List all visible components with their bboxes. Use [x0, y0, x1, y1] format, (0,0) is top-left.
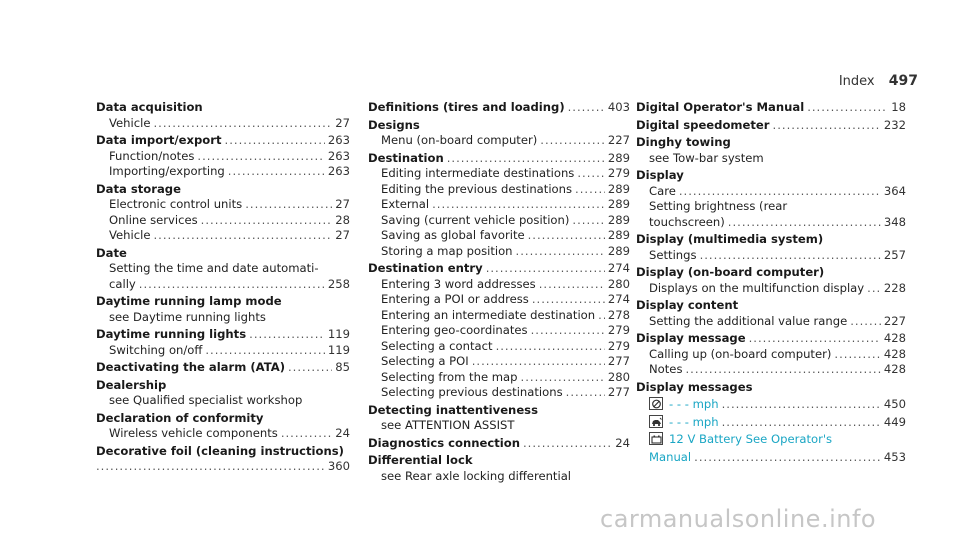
display-message-link[interactable]: - - - mph: [669, 414, 719, 429]
sub-entry: Care: [649, 183, 676, 198]
page-ref[interactable]: 278: [607, 307, 630, 322]
index-entry: [96, 294, 350, 325]
sub-entry: Online services: [109, 212, 198, 227]
index-entry: [636, 331, 906, 378]
page-ref[interactable]: 227: [883, 313, 906, 328]
display-message-link[interactable]: Manual: [649, 449, 692, 464]
sub-entry: Switching on/off: [109, 342, 203, 357]
index-entry: [636, 168, 906, 230]
page-ref[interactable]: 263: [327, 164, 350, 178]
page-ref[interactable]: 27: [335, 228, 350, 242]
page-ref[interactable]: 27: [335, 197, 350, 211]
index-entry: [368, 118, 630, 149]
sub-entry: Saving as global favorite: [381, 228, 525, 242]
entry-heading: Digital Operator's Manual: [636, 100, 805, 114]
entry-heading: Display content: [636, 298, 739, 312]
watermark: carmanualsonline.info: [600, 505, 877, 533]
index-entry: [96, 411, 350, 442]
entry-heading: Designs: [368, 117, 420, 132]
sub-entry: touchscreen): [649, 214, 725, 229]
entry-heading: Display (on-board computer): [636, 265, 825, 279]
display-message-row: [636, 397, 906, 413]
index-entry: [96, 327, 350, 358]
page-ref[interactable]: 289: [607, 228, 630, 242]
entry-heading: Digital speedometer: [636, 117, 770, 132]
sub-entry: Selecting a contact: [381, 338, 493, 353]
index-entry: [96, 246, 350, 293]
sub-entry: Electronic control units: [109, 197, 243, 211]
sub-entry: Menu (on-board computer): [381, 133, 538, 147]
page-ref[interactable]: 289: [607, 212, 630, 227]
entry-heading: Definitions (tires and loading): [368, 100, 565, 114]
page-ref[interactable]: 263: [327, 148, 350, 163]
index-entry: [368, 453, 630, 484]
index-entry: [636, 118, 906, 134]
sub-entry: Vehicle: [109, 115, 151, 130]
index-entry: [368, 403, 630, 434]
battery-icon: [649, 432, 663, 445]
index-entry: [636, 380, 906, 466]
page-ref[interactable]: 24: [615, 435, 630, 450]
index-column-2: [368, 100, 630, 486]
page-ref[interactable]: 348: [883, 214, 906, 229]
page-ref[interactable]: 289: [607, 197, 630, 211]
sub-entry: Saving (current vehicle position): [381, 212, 570, 227]
index-entry: [636, 100, 906, 116]
index-entry: [96, 378, 350, 409]
index-entry: [368, 261, 630, 401]
page-ref[interactable]: 85: [335, 360, 350, 374]
sub-entry: Entering an intermediate destination: [381, 307, 596, 322]
index-entry: [96, 133, 350, 180]
sub-entry: Selecting from the map: [381, 369, 518, 384]
display-message-row: [636, 415, 906, 431]
display-message-link[interactable]: 12 V Battery See Operator's: [669, 432, 833, 446]
entry-heading: Daytime running lights: [96, 327, 247, 341]
sub-entry: Settings: [649, 247, 697, 262]
entry-heading: Destination: [368, 150, 444, 165]
page-ref[interactable]: 453: [883, 449, 906, 464]
display-message-link[interactable]: - - - mph: [669, 397, 719, 411]
page-ref[interactable]: 18: [891, 100, 906, 114]
page-ref[interactable]: 277: [607, 354, 630, 368]
distance-assist-car-icon: [649, 415, 663, 428]
sub-entry: Wireless vehicle components: [109, 426, 278, 440]
page-ref[interactable]: 258: [327, 276, 350, 291]
page-ref[interactable]: 119: [327, 342, 350, 357]
page-ref[interactable]: 279: [607, 166, 630, 180]
sub-entry: Entering 3 word addresses: [381, 276, 536, 291]
sub-entry: cally: [109, 276, 136, 291]
sub-entry: Setting the additional value range: [649, 313, 848, 328]
entry-heading: Display: [636, 168, 684, 182]
index-entry: [636, 265, 906, 296]
page-ref[interactable]: 28: [335, 212, 350, 227]
page-ref[interactable]: 289: [607, 181, 630, 196]
sub-entry: Editing the previous destinations: [381, 181, 573, 196]
entry-heading: Display message: [636, 331, 746, 345]
page-header: [839, 73, 918, 89]
display-message-row: [636, 432, 906, 448]
page-ref[interactable]: 289: [607, 150, 630, 165]
sub-entry: Importing/exporting: [109, 164, 225, 178]
entry-heading: Detecting inattentiveness: [368, 402, 538, 417]
page-ref[interactable]: 119: [327, 327, 350, 341]
sub-entry: Selecting previous destinations: [381, 385, 563, 399]
sub-entry: Editing intermediate destinations: [381, 166, 575, 180]
page-ref[interactable]: 428: [883, 362, 906, 376]
page-ref[interactable]: 274: [607, 292, 630, 306]
sub-entry: Selecting a POI: [381, 354, 469, 368]
index-entry: [636, 232, 906, 263]
page-ref[interactable]: 289: [607, 243, 630, 258]
entry-heading: Dinghy towing: [636, 135, 731, 149]
entry-heading: Diagnostics connection: [368, 435, 520, 450]
page-ref[interactable]: 228: [883, 280, 906, 295]
sub-entry: Entering a POI or address: [381, 292, 529, 306]
entry-heading: Deactivating the alarm (ATA): [96, 360, 285, 374]
entry-heading: Daytime running lamp mode: [96, 294, 282, 308]
sub-entry: Notes: [649, 362, 683, 376]
see-reference[interactable]: see Qualified specialist workshop: [109, 393, 303, 407]
sub-entry: Calling up (on-board computer): [649, 346, 832, 361]
entry-heading: Destination entry: [368, 261, 483, 275]
page-ref[interactable]: 27: [335, 115, 350, 130]
sub-entry: Entering geo-coordinates: [381, 323, 528, 337]
sub-entry: Storing a map position: [381, 243, 513, 258]
entry-heading: Display messages: [636, 379, 753, 394]
see-reference[interactable]: see ATTENTION ASSIST: [381, 418, 515, 432]
sub-entry: Displays on the multifunction display: [649, 280, 865, 295]
index-entry: [636, 298, 906, 329]
sub-entry: Vehicle: [109, 228, 151, 242]
page-ref[interactable]: 280: [607, 369, 630, 384]
see-reference[interactable]: see Tow-bar system: [649, 150, 764, 165]
index-entry: [96, 100, 350, 131]
entry-heading: Decorative foil (cleaning instructions): [96, 443, 344, 458]
entry-heading: Dealership: [96, 377, 167, 392]
entry-heading: Date: [96, 245, 127, 260]
page-ref[interactable]: 360: [327, 459, 350, 473]
header-index-label: Index: [838, 74, 875, 89]
index-entry: [96, 444, 350, 475]
page-ref[interactable]: 232: [883, 117, 906, 132]
sub-entry: Setting the time and date automati-: [109, 261, 319, 275]
page-ref[interactable]: 364: [883, 183, 906, 198]
speed-limit-crossed-icon: [649, 397, 663, 410]
page-ref[interactable]: 428: [883, 346, 906, 361]
index-entry: [368, 100, 630, 116]
index-entry: [368, 151, 630, 260]
entry-heading: Declaration of conformity: [96, 410, 264, 425]
entry-heading: Display (multimedia system): [636, 232, 824, 246]
page-ref[interactable]: 24: [335, 426, 350, 440]
index-column-1: [96, 100, 350, 477]
index-entry: [96, 182, 350, 244]
page-ref[interactable]: 257: [883, 247, 906, 262]
sub-entry: Setting brightness (rear: [649, 199, 788, 213]
page-ref[interactable]: 227: [607, 133, 630, 147]
page-ref[interactable]: 280: [607, 276, 630, 291]
index-entry: [96, 360, 350, 376]
page-ref[interactable]: 263: [327, 133, 350, 147]
page-ref[interactable]: 274: [607, 261, 630, 275]
entry-heading: Data storage: [96, 181, 181, 196]
entry-heading: Differential lock: [368, 453, 473, 467]
entry-heading: Data acquisition: [96, 100, 203, 114]
index-entry: [368, 436, 630, 452]
index-entry: [636, 135, 906, 166]
see-reference[interactable]: see Rear axle locking differential: [381, 468, 572, 483]
page-number: 497: [888, 73, 918, 89]
page-ref[interactable]: 428: [883, 331, 906, 345]
page-ref[interactable]: 277: [607, 385, 630, 399]
sub-entry: External: [381, 197, 430, 211]
page-ref[interactable]: 279: [607, 338, 630, 353]
entry-heading: Data import/export: [96, 133, 222, 147]
page-ref[interactable]: 449: [883, 414, 906, 429]
page-ref[interactable]: 279: [607, 323, 630, 337]
page-ref[interactable]: 403: [607, 100, 630, 114]
index-column-3: [636, 100, 906, 467]
see-reference[interactable]: see Daytime running lights: [109, 309, 266, 324]
sub-entry: Function/notes: [109, 148, 195, 163]
page-ref[interactable]: 450: [883, 397, 906, 411]
